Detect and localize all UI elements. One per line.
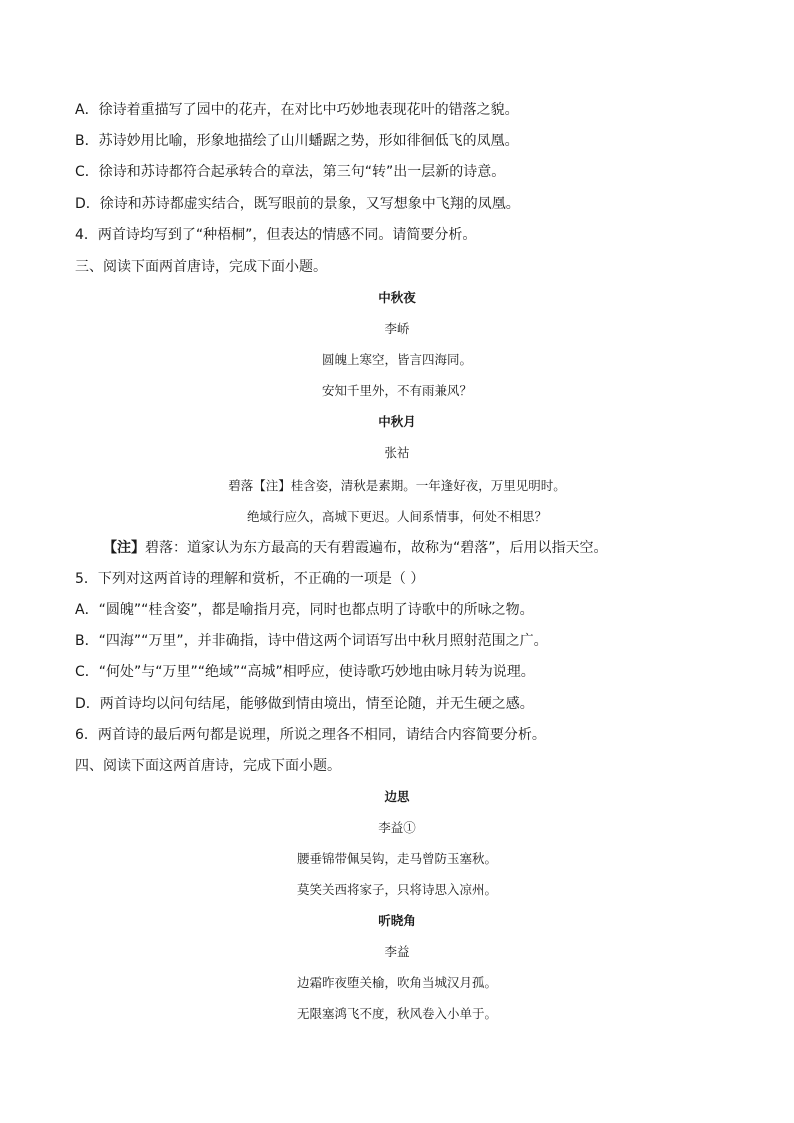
poem-line: 绝域行应久，高城下更迟。人间系情事，何处不相思？ (246, 509, 547, 524)
poem-line: 边霜昨夜堕关榆，吹角当城汉月孤。 (296, 975, 497, 990)
q5-option-a: A．“圆魄”“桂含姿”，都是喻指月亮，同时也都点明了诗歌中的所咏之物。 (75, 602, 534, 618)
q5-option-d: D．两首诗均以问句结尾，能够做到情由境出，情至论随，并无生硬之感。 (75, 696, 534, 712)
poem-author-liyi: 李益 (384, 944, 410, 959)
poem-title-biansi: 边思 (384, 789, 410, 804)
poem-author-liyi: 李益① (378, 820, 416, 835)
q3-option-a: A．徐诗着重描写了园中的花卉，在对比中巧妙地表现花叶的错落之貌。 (75, 102, 519, 118)
note-label: 【注】 (103, 540, 145, 556)
poem-line: 圆魄上寒空，皆言四海同。 (321, 352, 472, 367)
q3-option-c: C．徐诗和苏诗都符合起承转合的章法，第三句“转”出一层新的诗意。 (75, 164, 506, 180)
poem-line: 安知千里外，不有雨兼风？ (321, 383, 472, 398)
q5-option-c: C．“何处”与“万里”“绝域”“高城”相呼应，使诗歌巧妙地由咏月转为说理。 (75, 664, 535, 680)
section-3-heading: 三、阅读下面两首唐诗，完成下面小题。 (75, 259, 327, 275)
annotation-note (103, 538, 754, 558)
q3-option-d: D．徐诗和苏诗都虚实结合，既写眼前的景象，又写想象中飞翔的凤凰。 (75, 196, 520, 212)
poem-author-zhanghu: 张祜 (384, 445, 410, 460)
section-4-heading: 四、阅读下面这两首唐诗，完成下面小题。 (75, 758, 341, 774)
question-4: 4．两首诗均写到了“种梧桐”，但表达的情感不同。请简要分析。 (75, 227, 477, 243)
note-text: 碧落：道家认为东方最高的天有碧霞遍布，故称为“碧落”，后用以指天空。 (145, 540, 608, 556)
poem-line: 腰垂锦带佩吴钩，走马曾防玉塞秋。 (296, 851, 497, 866)
poem-title-tingxiaojiao: 听晓角 (378, 913, 416, 928)
poem-title-zhongqiuyue: 中秋月 (378, 414, 416, 429)
question-6: 6．两首诗的最后两句都是说理，所说之理各不相同，请结合内容简要分析。 (75, 727, 546, 743)
poem-title-zhongqiuye: 中秋夜 (378, 290, 416, 305)
poem-author-liqiao: 李峤 (384, 321, 410, 336)
poem-line: 莫笑关西将家子，只将诗思入凉州。 (296, 882, 497, 897)
poem-line: 无限塞鸿飞不度，秋风卷入小单于。 (296, 1006, 497, 1021)
q3-option-b: B．苏诗妙用比喻，形象地描绘了山川蟠踞之势，形如徘徊低飞的凤凰。 (75, 133, 519, 149)
question-5: 5．下列对这两首诗的理解和赏析，不正确的一项是（ ） (75, 571, 425, 587)
q5-option-b: B．“四海”“万里”，并非确指，诗中借这两个词语写出中秋月照射范围之广。 (75, 633, 548, 649)
poem-line: 碧落【注】桂含姿，清秋是素期。一年逢好夜，万里见明时。 (228, 478, 566, 493)
